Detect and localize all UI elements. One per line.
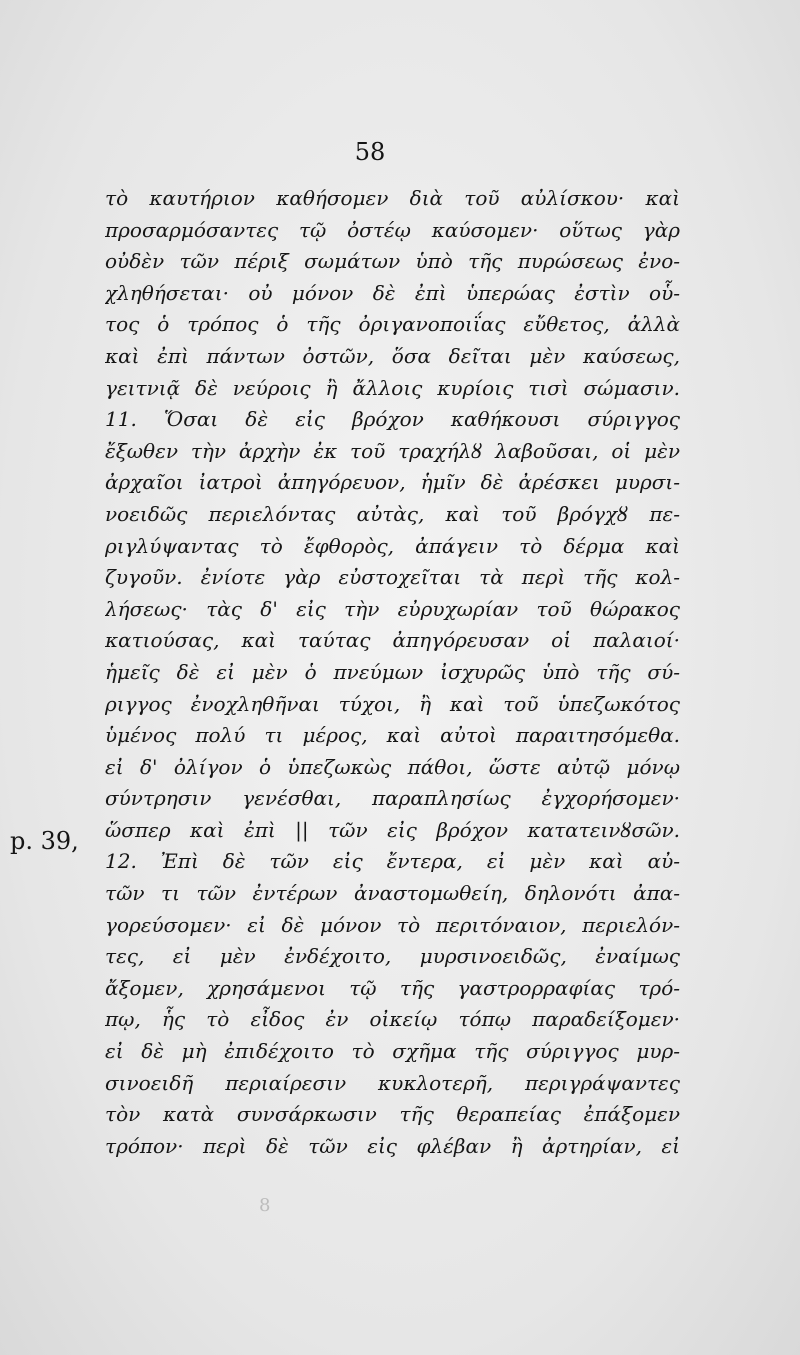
- text-line: τος ὁ τρόπος ὁ τῆς ὀριγανοποιΐας εὔθετος, ἀλλὰ: [105, 312, 680, 337]
- text-line: χληθήσεται· οὐ μόνον δὲ ἐπὶ ὑπερώας ἐστὶν οὗ-: [105, 280, 680, 305]
- body-text: [105, 183, 680, 1162]
- text-line: καὶ ἐπὶ πάντων ὀστῶν, ὅσα δεῖται μὲν καύσεως,: [105, 343, 680, 368]
- text-line: τες, εἰ μὲν ἐνδέχοιτο, μυρσινοειδῶς, ἐναίμως: [105, 944, 680, 969]
- margin-page-reference: p. 39,: [10, 827, 79, 855]
- text-line: ἡμεῖς δὲ εἰ μὲν ὁ πνεύμων ἰσχυρῶς ὑπὸ τῆς σύ-: [105, 659, 680, 684]
- text-line: λήσεως· τὰς δ' εἰς τὴν εὐρυχωρίαν τοῦ θώρακος: [105, 596, 680, 621]
- text-line: ριγλύψαντας τὸ ἔφθορὸς, ἀπάγειν τὸ δέρμα καὶ: [105, 533, 680, 558]
- text-line: νοειδῶς περιελόντας αὐτὰς, καὶ τοῦ βρόγχȣ πε-: [105, 501, 680, 526]
- text-line: τῶν τι τῶν ἐντέρων ἀναστομωθείη, δηλονότι ἀπα-: [105, 881, 680, 906]
- text-line: τὸν κατὰ συνσάρκωσιν τῆς θεραπείας ἐπάξομεν: [105, 1102, 680, 1127]
- text-line: τὸ καυτήριον καθήσομεν διὰ τοῦ αὐλίσκου· καὶ: [105, 186, 680, 210]
- text-line: γειτνιᾷ δὲ νεύροις ἢ ἄλλοις κυρίοις τισὶ σώμασιν.: [105, 375, 680, 400]
- text-line: κατιούσας, καὶ ταύτας ἀπηγόρευσαν οἱ παλαιοί·: [105, 628, 680, 653]
- text-line: ὑμένος πολύ τι μέρος, καὶ αὐτοὶ παραιτησόμεθα.: [105, 723, 680, 748]
- text-line: προσαρμόσαντες τῷ ὀστέῳ καύσομεν· οὕτως γὰρ: [105, 217, 680, 242]
- text-line: σινοειδῆ περιαίρεσιν κυκλοτερῆ, περιγράψαντες: [105, 1070, 680, 1095]
- text-line: ζυγοῦν. ἐνίοτε γὰρ εὐστοχεῖται τὰ περὶ τῆς κολ-: [105, 565, 680, 590]
- text-line: εἰ δὲ μὴ ἐπιδέχοιτο τὸ σχῆμα τῆς σύριγγος μυρ-: [105, 1039, 680, 1064]
- section-start-line: 12. Ἐπὶ δὲ τῶν εἰς ἔντερα, εἰ μὲν καὶ αὐ-: [105, 849, 680, 874]
- bleed-through-page-number: 8: [259, 1195, 271, 1216]
- text-line: οὐδὲν τῶν πέριξ σωμάτων ὑπὸ τῆς πυρώσεως ἐνο-: [105, 249, 680, 274]
- text-line: ἔξωθεν τὴν ἀρχὴν ἐκ τοῦ τραχήλȣ λαβοῦσαι, οἱ μὲν: [105, 438, 680, 463]
- text-line: σύντρησιν γενέσθαι, παραπλησίως ἐγχορήσομεν·: [105, 786, 680, 811]
- text-line: γορεύσομεν· εἰ δὲ μόνον τὸ περιτόναιον, περιελόν-: [105, 912, 680, 937]
- page-number: 58: [354, 138, 386, 166]
- text-line: εἰ δ' ὀλίγον ὁ ὑπεζωκὼς πάθοι, ὥστε αὐτῷ μόνῳ: [105, 754, 680, 779]
- text-line: τρόπον· περὶ δὲ τῶν εἰς φλέβαν ἢ ἀρτηρίαν, εἰ: [105, 1133, 680, 1158]
- text-line: ὥσπερ καὶ ἐπὶ || τῶν εἰς βρόχον κατατεινȣσῶν.: [105, 817, 680, 842]
- text-line: ἀρχαῖοι ἰατροὶ ἀπηγόρευον, ἡμῖν δὲ ἀρέσκει μυρσι-: [105, 470, 680, 495]
- text-line: πῳ, ἧς τὸ εἶδος ἐν οἰκείῳ τόπῳ παραδείξομεν·: [105, 1007, 680, 1032]
- text-line: ριγγος ἐνοχληθῆναι τύχοι, ἢ καὶ τοῦ ὑπεζωκότος: [105, 691, 680, 716]
- section-start-line: 11. Ὅσαι δὲ εἰς βρόχον καθήκουσι σύριγγος: [105, 407, 680, 432]
- text-line: ἄξομεν, χρησάμενοι τῷ τῆς γαστρορραφίας τρό-: [105, 975, 680, 1000]
